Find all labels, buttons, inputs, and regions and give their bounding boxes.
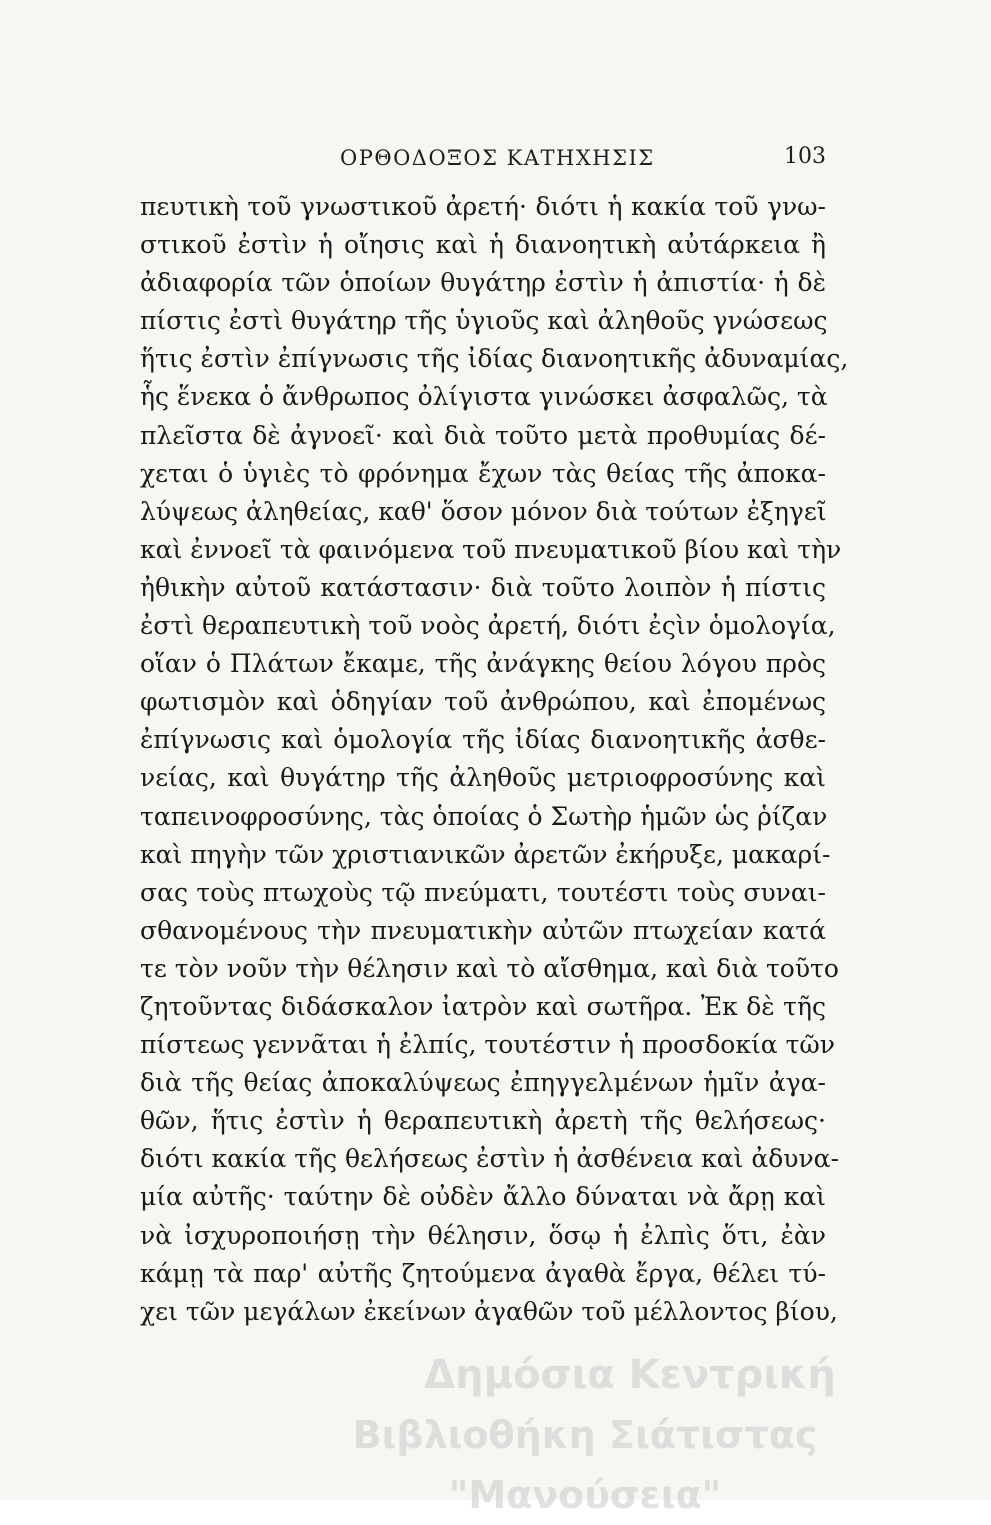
text-line: ἧς ἕνεκα ὁ ἄνθρωπος ὀλίγιστα γινώσκει ἀσφαλῶς, τὰ (140, 382, 828, 412)
watermark-line-1: Δημόσια Κεντρική (424, 1352, 836, 1398)
watermark-line-2: Βιβλιοθήκη Σιάτιστας "Μανούσεια" (352, 1413, 818, 1517)
text-line: ἠθικὴν αὐτοῦ κατάστασιν· διὰ τοῦτο λοιπὸν ἡ πίστις (140, 572, 826, 602)
text-line: ζητοῦντας διδάσκαλον ἰατρὸν καὶ σωτῆρα. Ἐκ δὲ τῆς (140, 991, 826, 1021)
text-line: κάμῃ τὰ παρ' αὐτῆς ζητούμενα ἀγαθὰ ἔργα, θέλει τύ- (140, 1258, 826, 1288)
text-line: οἵαν ὁ Πλάτων ἔκαμε, τῆς ἀνάγκης θείου λόγου πρὸς (140, 649, 826, 679)
text-line: ἐστὶ θεραπευτικὴ τοῦ νοὸς ἀρετή, διότι ἐςὶν ὁμολογία, (140, 611, 836, 641)
text-line: πευτικὴ τοῦ γνωστικοῦ ἀρετή· διότι ἡ κακία τοῦ γνω- (140, 192, 826, 221)
text-line: λύψεως ἀληθείας, καθ' ὅσον μόνον διὰ τούτων ἐξηγεῖ (140, 496, 827, 526)
text-line: νὰ ἰσχυροποιήσῃ τὴν θέλησιν, ὅσῳ ἡ ἐλπὶς ὅτι, ἐὰν (140, 1220, 826, 1250)
library-watermark (220, 1345, 950, 1525)
text-line: θῶν, ἥτις ἐστὶν ἡ θεραπευτικὴ ἀρετὴ τῆς θελήσεως· (140, 1106, 826, 1136)
page-header (140, 140, 826, 180)
text-line: ἀδιαφορία τῶν ὁποίων θυγάτηρ ἐστὶν ἡ ἀπιστία· ἡ δὲ (140, 268, 826, 298)
text-line: σας τοὺς πτωχοὺς τῷ πνεύματι, τουτέστι τοὺς συναι- (140, 877, 826, 907)
text-line: πίστεως γεννᾶται ἡ ἐλπίς, τουτέστιν ἡ προσδοκία τῶν (140, 1030, 836, 1060)
text-line: χεται ὁ ὑγιὲς τὸ φρόνημα ἔχων τὰς θείας τῆς ἀποκα- (140, 458, 826, 488)
text-line: μία αὐτῆς· ταύτην δὲ οὐδὲν ἄλλο δύναται νὰ ἄρῃ καὶ (140, 1182, 826, 1212)
text-line: ἐπίγνωσις καὶ ὁμολογία τῆς ἰδίας διανοητικῆς ἀσθε- (140, 725, 826, 755)
text-line: διὰ τῆς θείας ἀποκαλύψεως ἐπηγγελμένων ἡμῖν ἀγα- (140, 1068, 826, 1098)
text-line: ταπεινοφροσύνης, τὰς ὁποίας ὁ Σωτὴρ ἡμῶν ὡς ῥίζαν (140, 801, 828, 831)
text-line: νείας, καὶ θυγάτηρ τῆς ἀληθοῦς μετριοφροσύνης καὶ (140, 763, 826, 793)
body-text (140, 188, 849, 1331)
text-line: διότι κακία τῆς θελήσεως ἐστὶν ἡ ἀσθένεια καὶ ἀδυνα- (140, 1144, 840, 1174)
text-line: πλεῖστα δὲ ἀγνοεῖ· καὶ διὰ τοῦτο μετὰ προθυμίας δέ- (140, 420, 826, 450)
text-line: φωτισμὸν καὶ ὁδηγίαν τοῦ ἀνθρώπου, καὶ ἐπομένως (140, 687, 826, 717)
running-head: ΟΡΘΟΔΟΞΟΣ ΚΑΤΗΧΗΣΙΣ (340, 146, 655, 170)
text-line: πίστις ἐστὶ θυγάτηρ τῆς ὑγιοῦς καὶ ἀληθοῦς γνώσεως (140, 306, 828, 336)
text-line: καὶ πηγὴν τῶν χριστιανικῶν ἀρετῶν ἐκήρυξε, μακαρί- (140, 839, 831, 869)
text-line: καὶ ἐννοεῖ τὰ φαινόμενα τοῦ πνευματικοῦ βίου καὶ τὴν (140, 534, 842, 564)
text-line: ἥτις ἐστὶν ἐπίγνωσις τῆς ἰδίας διανοητικῆς ἀδυναμίας, (140, 344, 849, 374)
page-number: 103 (784, 144, 826, 169)
text-line: τε τὸν νοῦν τὴν θέλησιν καὶ τὸ αἴσθημα, καὶ διὰ τοῦτο (140, 953, 839, 983)
text-line: χει τῶν μεγάλων ἐκείνων ἀγαθῶν τοῦ μέλλοντος βίου, (140, 1296, 838, 1326)
text-line: σθανομένους τὴν πνευματικὴν αὐτῶν πτωχείαν κατά (140, 915, 826, 945)
text-line: στικοῦ ἐστὶν ἡ οἴησις καὶ ἡ διανοητικὴ αὐτάρκεια ἢ (140, 230, 826, 260)
